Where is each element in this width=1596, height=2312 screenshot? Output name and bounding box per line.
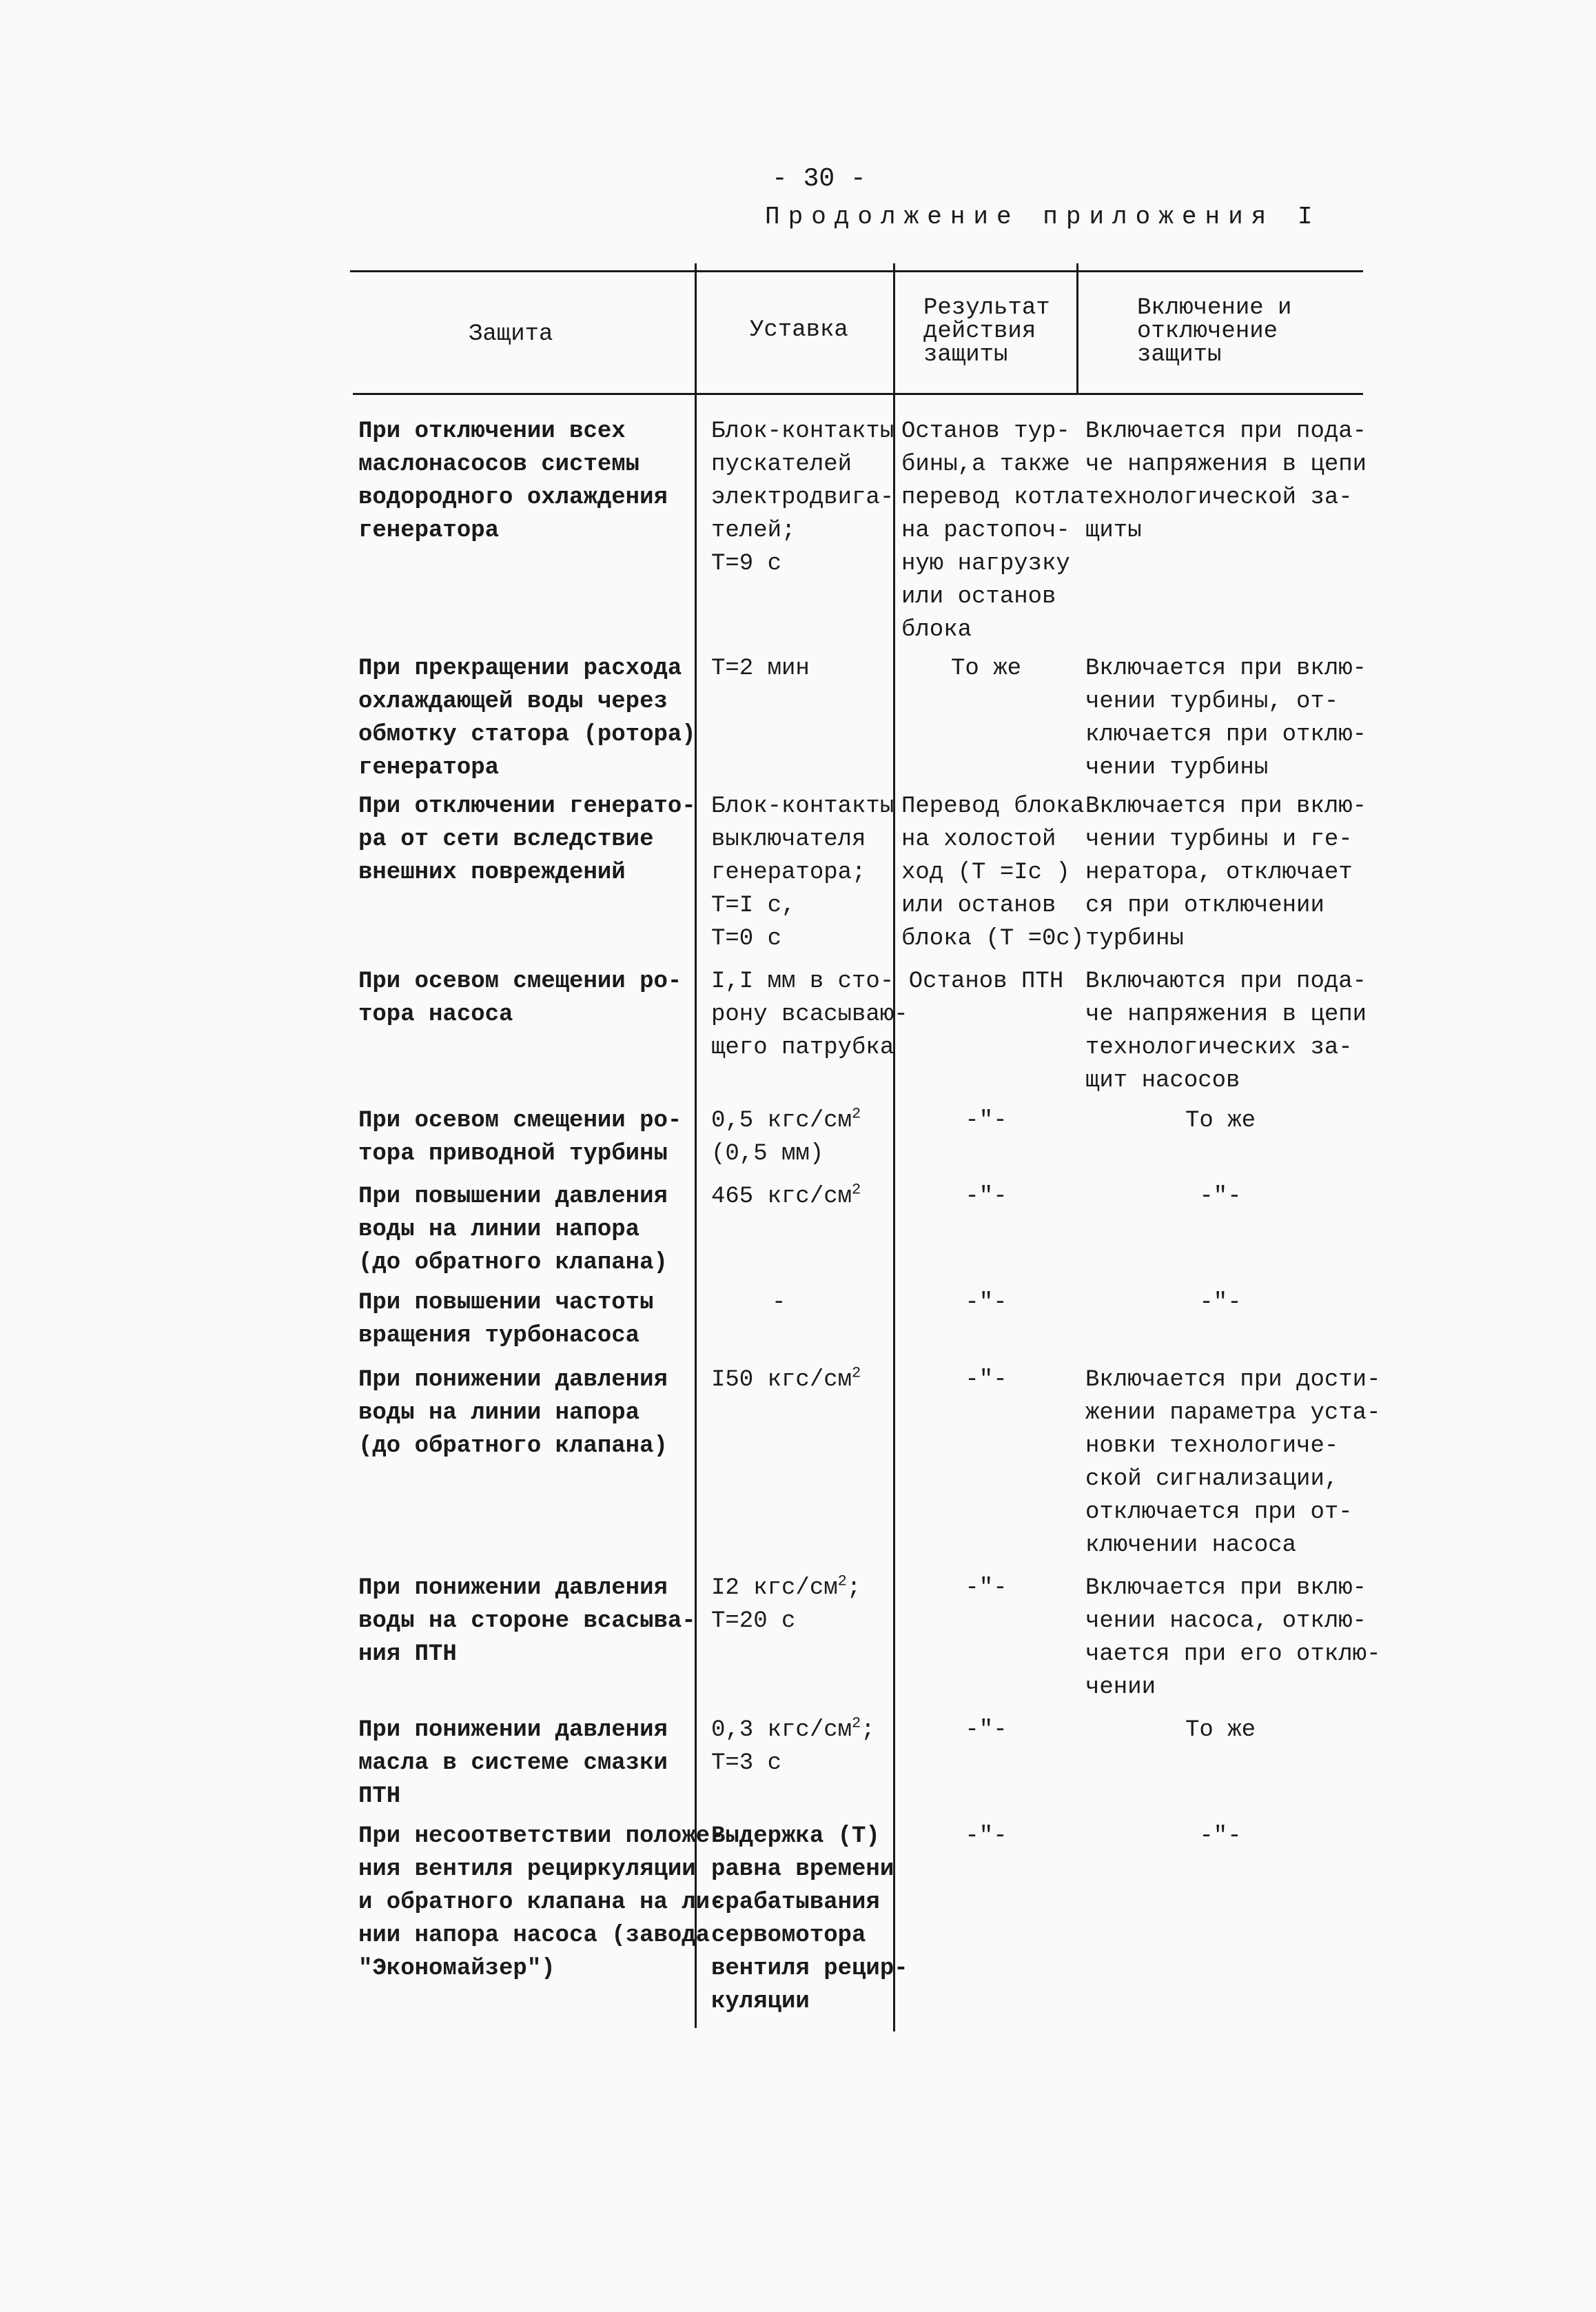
cell-protection: При прекращении расхода охлаждающей воды через обмотку статора (ротора) генератора bbox=[358, 656, 696, 781]
cell-protection: При понижении давления масла в системе смазки ПТН bbox=[358, 1717, 668, 1809]
cell-setpoint bbox=[711, 1180, 861, 1213]
cell-switching: -"- bbox=[1199, 1290, 1242, 1316]
setpoint-value: 465 кгс/см bbox=[711, 1184, 852, 1210]
column-divider-1 bbox=[695, 263, 697, 2028]
cell-switching: Включается при пода- че напряжения в цепи технологической за- щиты bbox=[1085, 418, 1367, 544]
cell-result: -"- bbox=[965, 1367, 1007, 1393]
superscript: 2 bbox=[852, 1181, 861, 1199]
table-header-rule bbox=[353, 393, 1363, 395]
setpoint-value: 0,5 кгс/см bbox=[711, 1108, 852, 1134]
cell-result: Останов тур- бины,а также перевод котла на растопоч- ную нагрузку или останов блока bbox=[901, 418, 1085, 643]
cell-switching: Включаются при пода- че напряжения в цепи технологических за- щит насосов bbox=[1085, 969, 1367, 1094]
header-switching: Включение и отключение защиты bbox=[1137, 295, 1292, 368]
page-number: - 30 - bbox=[772, 164, 866, 194]
cell-protection: При несоответствии положе- ния вентиля рециркуляции и обратного клапана на ли- нии напора насоса (завода "Экономайзер") bbox=[358, 1823, 724, 1982]
cell-setpoint: Блок-контакты выключателя генератора; Т=I с, Т=0 с bbox=[711, 793, 894, 952]
cell-switching: Включается при дости- жении параметра уста- новки технологиче- ской сигнализации, отключается при от- ключении насоса bbox=[1085, 1367, 1381, 1559]
cell-setpoint: I,I мм в сто- рону всасываю- щего патрубка bbox=[711, 969, 908, 1061]
page-heading: Продолжение приложения I bbox=[765, 203, 1321, 231]
cell-setpoint: - bbox=[772, 1290, 786, 1316]
setpoint-value: I50 кгс/см bbox=[711, 1367, 852, 1393]
cell-switching: Включается при вклю- чении турбины и ге- нератора, отключает ся при отключении турбины bbox=[1085, 793, 1367, 952]
cell-result: То же bbox=[950, 656, 1022, 682]
cell-setpoint: Выдержка (Т) равна времени срабатывания сервомотора вентиля рецир- куляции bbox=[711, 1823, 908, 2015]
setpoint-line2: Т=3 с bbox=[711, 1750, 782, 1776]
cell-setpoint: Блок-контакты пускателей электродвига- телей; Т=9 с bbox=[711, 418, 894, 577]
cell-result: Перевод блока на холостой ход (Т =Iс ) или останов блока (Т =0с) bbox=[901, 793, 1085, 952]
cell-setpoint bbox=[711, 1363, 861, 1397]
table-top-rule bbox=[350, 270, 1363, 272]
superscript: 2 bbox=[852, 1714, 861, 1732]
superscript: 2 bbox=[837, 1572, 847, 1590]
setpoint-suffix: ; bbox=[846, 1575, 861, 1601]
cell-result: -"- bbox=[965, 1575, 1007, 1601]
cell-protection: При отключении генерато- ра от сети вследствие внешних повреждений bbox=[358, 793, 696, 886]
setpoint-suffix: ; bbox=[861, 1717, 875, 1743]
header-setpoint: Уставка bbox=[750, 317, 848, 343]
cell-switching: Включается при вклю- чении турбины, от- ключается при отклю- чении турбины bbox=[1085, 656, 1367, 781]
setpoint-line2: (0,5 мм) bbox=[711, 1141, 824, 1167]
column-divider-3 bbox=[1076, 263, 1078, 394]
cell-setpoint: Т=2 мин bbox=[711, 656, 810, 682]
cell-result: -"- bbox=[965, 1290, 1007, 1316]
cell-protection: При понижении давления воды на стороне всасыва- ния ПТН bbox=[358, 1575, 696, 1667]
cell-protection: При осевом смещении ро- тора насоса bbox=[358, 969, 682, 1028]
cell-result: -"- bbox=[965, 1184, 1007, 1210]
cell-switching: Включается при вклю- чении насоса, отклю- чается при его отклю- чении bbox=[1085, 1575, 1381, 1701]
cell-setpoint bbox=[711, 1572, 861, 1638]
cell-switching: -"- bbox=[1199, 1184, 1242, 1210]
setpoint-value: 0,3 кгс/см bbox=[711, 1717, 852, 1743]
cell-protection: При осевом смещении ро- тора приводной турбины bbox=[358, 1108, 682, 1167]
header-result: Результат действия защиты bbox=[923, 295, 1050, 368]
superscript: 2 bbox=[852, 1105, 861, 1123]
cell-result: -"- bbox=[965, 1108, 1007, 1134]
cell-protection: При понижении давления воды на линии напора (до обратного клапана) bbox=[358, 1367, 668, 1459]
cell-switching: То же bbox=[1185, 1108, 1256, 1134]
cell-result: -"- bbox=[965, 1823, 1007, 1849]
cell-setpoint bbox=[711, 1104, 861, 1170]
superscript: 2 bbox=[852, 1364, 861, 1382]
header-protection: Защита bbox=[469, 321, 553, 347]
cell-protection: При повышении давления воды на линии напора (до обратного клапана) bbox=[358, 1184, 668, 1276]
cell-result: Останов ПТН bbox=[908, 969, 1064, 995]
cell-protection: При отключении всех маслонасосов системы водородного охлаждения генератора bbox=[358, 418, 668, 544]
cell-result: -"- bbox=[965, 1717, 1007, 1743]
setpoint-value: I2 кгс/см bbox=[711, 1575, 838, 1601]
cell-switching: То же bbox=[1185, 1717, 1256, 1743]
cell-setpoint bbox=[711, 1714, 875, 1780]
cell-protection: При повышении частоты вращения турбонасоса bbox=[358, 1290, 654, 1349]
setpoint-line2: Т=20 с bbox=[711, 1608, 796, 1634]
cell-switching: -"- bbox=[1199, 1823, 1242, 1849]
